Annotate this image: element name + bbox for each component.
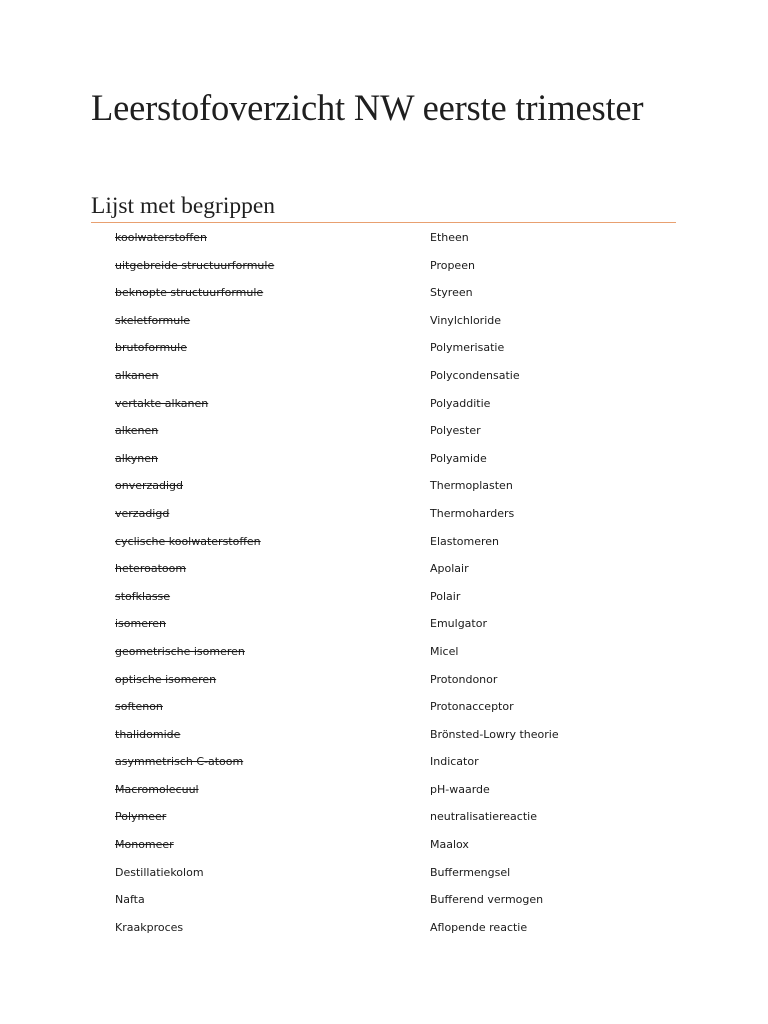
term-right: Indicator: [430, 755, 479, 769]
term-right: Etheen: [430, 231, 469, 244]
term-left: beknopte structuurformule: [115, 286, 264, 300]
term-left: optische isomeren: [115, 672, 217, 686]
term-right: Bufferend vermogen: [430, 893, 544, 907]
term-left: geometrische isomeren: [115, 644, 245, 658]
term-left: thalidomide: [115, 727, 181, 741]
term-row: [0, 807, 768, 835]
term-left: alkynen: [115, 451, 158, 465]
term-left: isomeren: [115, 617, 167, 631]
term-right: Buffermengsel: [430, 865, 511, 879]
term-row: [0, 532, 768, 560]
term-right: Polair: [430, 589, 461, 603]
term-right: Apolair: [430, 562, 469, 576]
term-right: Aflopende reactie: [430, 920, 528, 934]
term-row: [0, 311, 768, 339]
term-row: [0, 421, 768, 449]
term-row: [0, 559, 768, 587]
term-right: Maalox: [430, 838, 469, 852]
term-right: Polyester: [430, 424, 481, 438]
term-left: Monomeer: [115, 838, 174, 852]
term-right: Elastomeren: [430, 534, 500, 548]
term-right: Vinylchloride: [430, 313, 502, 327]
term-right: Polymerisatie: [430, 341, 505, 355]
term-row: [0, 256, 768, 284]
term-row: [0, 366, 768, 394]
term-left: Nafta: [115, 893, 145, 907]
term-left: Destillatiekolom: [115, 865, 204, 879]
term-left: koolwaterstoffen: [115, 231, 207, 244]
term-right: Protondonor: [430, 672, 498, 686]
term-row: [0, 283, 768, 311]
term-left: heteroatoom: [115, 562, 187, 576]
term-left: Kraakproces: [115, 920, 184, 934]
term-row: [0, 725, 768, 753]
term-left: Macromolecuul: [115, 782, 199, 796]
term-row: [0, 835, 768, 863]
term-row: [0, 476, 768, 504]
term-left: brutoformule: [115, 341, 187, 355]
term-right: Protonacceptor: [430, 700, 514, 714]
term-left: alkenen: [115, 424, 159, 438]
term-row: [0, 642, 768, 670]
term-left: verzadigd: [115, 506, 170, 520]
term-row: [0, 890, 768, 918]
term-right: Styreen: [430, 286, 473, 300]
term-left: Polymeer: [115, 810, 167, 824]
term-row: [0, 449, 768, 477]
term-right: Thermoharders: [430, 506, 515, 520]
term-left: skeletformule: [115, 313, 191, 327]
term-left: onverzadigd: [115, 479, 184, 493]
term-row: [0, 752, 768, 780]
term-row: [0, 697, 768, 725]
term-list: [0, 228, 768, 945]
term-right: Brönsted-Lowry theorie: [430, 727, 559, 741]
term-left: softenon: [115, 700, 163, 714]
term-row: [0, 394, 768, 422]
term-right: Micel: [430, 644, 459, 658]
term-right: Polyadditie: [430, 396, 491, 410]
term-row: [0, 863, 768, 891]
term-right: Emulgator: [430, 617, 487, 631]
page-title: Leerstofoverzicht NW eerste trimester: [91, 87, 644, 128]
term-row: [0, 670, 768, 698]
term-right: Thermoplasten: [430, 479, 513, 493]
section-heading: Lijst met begrippen: [91, 193, 276, 219]
term-left: asymmetrisch C-atoom: [115, 755, 244, 769]
term-row: [0, 228, 768, 256]
term-row: [0, 918, 768, 946]
term-left: uitgebreide structuurformule: [115, 258, 275, 272]
term-right: Polycondensatie: [430, 368, 520, 382]
term-left: stofklasse: [115, 589, 171, 603]
term-left: alkanen: [115, 368, 159, 382]
term-row: [0, 504, 768, 532]
term-row: [0, 614, 768, 642]
term-right: neutralisatiereactie: [430, 810, 537, 824]
term-row: [0, 780, 768, 808]
term-row: [0, 338, 768, 366]
term-right: pH-waarde: [430, 782, 490, 796]
term-row: [0, 587, 768, 615]
term-left: cyclische koolwaterstoffen: [115, 534, 261, 548]
term-left: vertakte alkanen: [115, 396, 209, 410]
heading-underline: [91, 222, 676, 223]
term-right: Propeen: [430, 258, 475, 272]
term-right: Polyamide: [430, 451, 487, 465]
